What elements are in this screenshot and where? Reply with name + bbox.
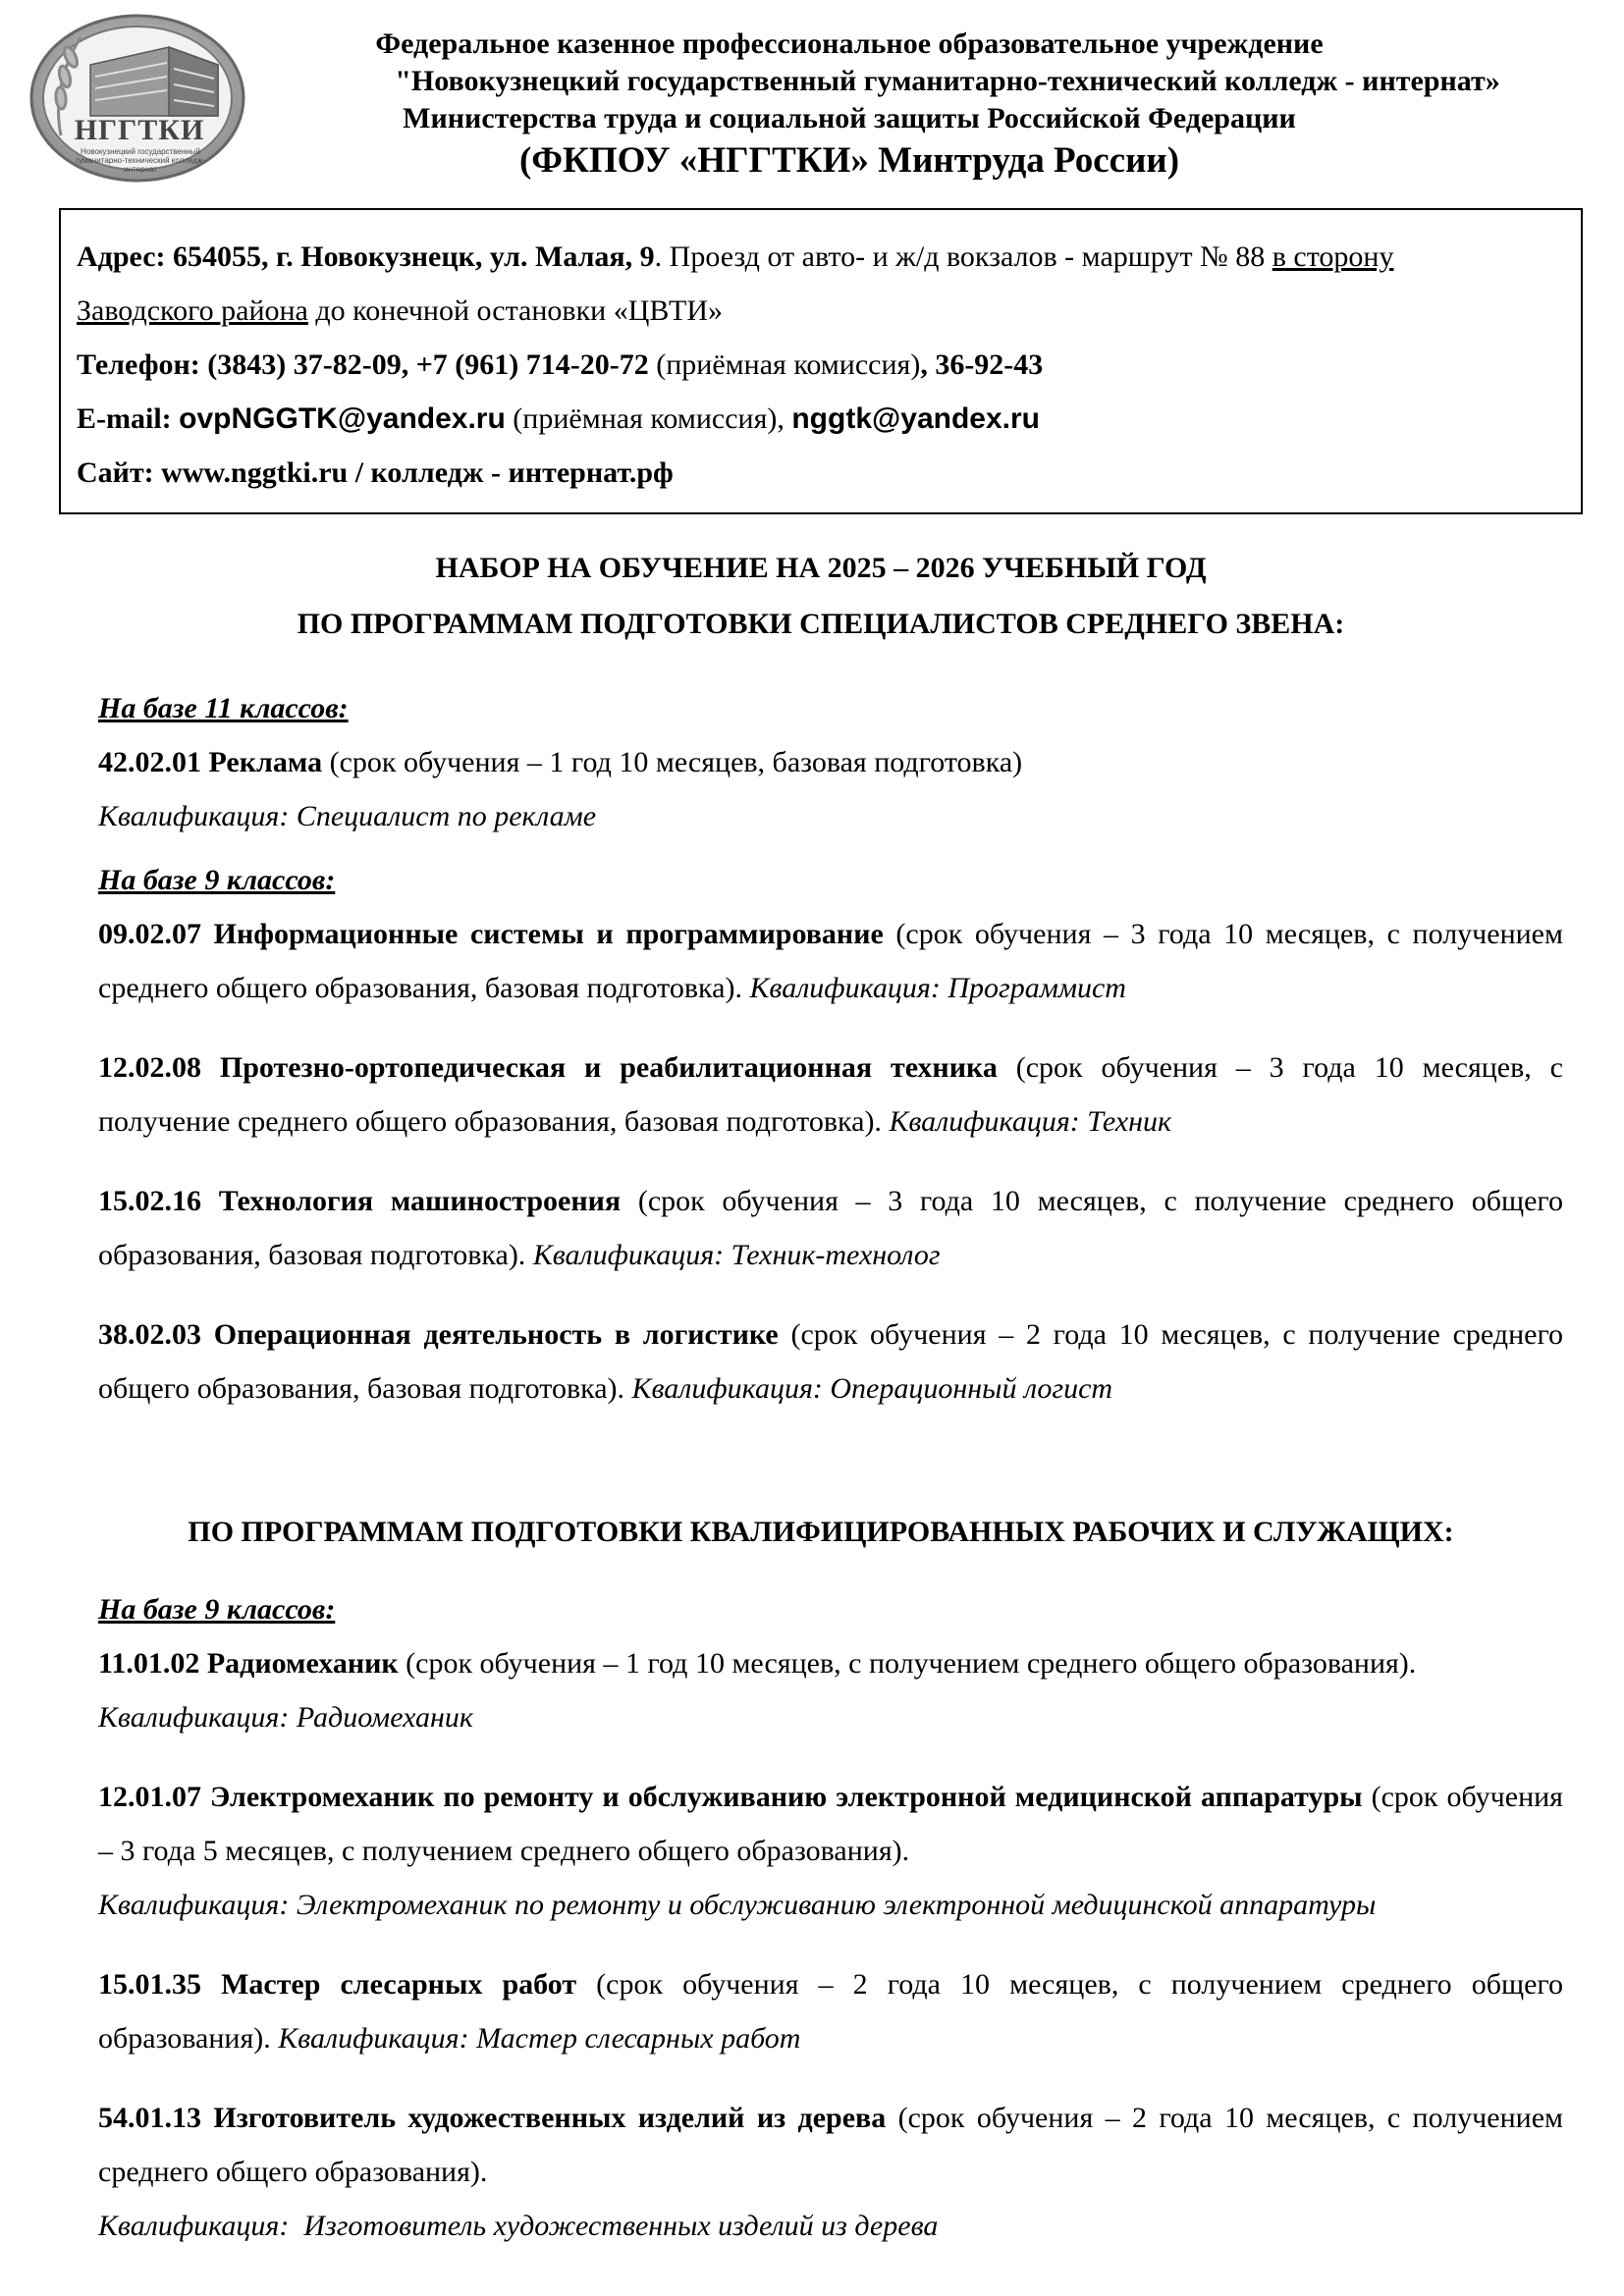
program-42-02-01 <box>98 735 1563 789</box>
phone-extra: , 36-92-43 <box>920 348 1044 381</box>
email-label: E-mail: <box>77 402 180 435</box>
base-9-heading: На базе 9 классов: <box>98 864 336 896</box>
route-link-district[interactable]: Заводского района <box>77 294 308 327</box>
route-line <box>77 284 1565 338</box>
base-9-heading: На базе 9 классов: <box>98 1593 336 1626</box>
program-12-01-07 <box>98 1770 1563 1878</box>
program-name: 09.02.07 Информационные системы и программирование <box>98 918 884 950</box>
route-end: до конечной остановки «ЦВТИ» <box>307 294 723 327</box>
program-details: (срок обучения – 3 года 10 месяцев, с получение среднего общего образования, базовая подготовка). <box>98 1185 1563 1271</box>
program-54-01-13 <box>98 2091 1563 2199</box>
qualification: Квалификация: Техник <box>889 1105 1172 1138</box>
program-15-02-16 <box>98 1174 1563 1282</box>
college-logo <box>22 8 257 185</box>
route-text: . Проезд от авто- и ж/д вокзалов - маршрут № 88 <box>654 240 1272 273</box>
program-details: (срок обучения – 3 года 10 месяцев, с получением среднего общего образования, базовая подготовка). <box>98 918 1563 1004</box>
program-name: 54.01.13 Изготовитель художественных изделий из дерева <box>98 2102 887 2134</box>
site-link[interactable]: Сайт: www.nggtki.ru / колледж - интернат.рф <box>77 456 674 489</box>
program-details: (срок обучения – 3 года 10 месяцев, с получение среднего общего образования, базовая подготовка). <box>98 1051 1563 1138</box>
phone-label: Телефон: (3843) 37-82-09, +7 (961) 714-20-72 <box>77 348 649 381</box>
email-admission-link[interactable]: ovpNGGTK@yandex.ru <box>179 402 506 435</box>
program-details: (срок обучения – 1 год 10 месяцев, базовая подготовка) <box>322 746 1023 778</box>
site-line <box>77 446 1565 500</box>
header-line-2: "Новокузнецкий государственный гуманитарно-технический колледж - интернат» <box>395 65 1500 97</box>
phone-note: (приёмная комиссия) <box>648 348 921 381</box>
qualification: Квалификация: Электромеханик по ремонту и обслуживанию электронной медицинской аппаратуры <box>98 1889 1377 1921</box>
email-line <box>77 392 1565 446</box>
enrollment-title: НАБОР НА ОБУЧЕНИЕ НА 2025 – 2026 УЧЕБНЫЙ ГОД <box>435 552 1207 584</box>
kr-section-title: ПО ПРОГРАММАМ ПОДГОТОВКИ КВАЛИФИЦИРОВАННЫХ РАБОЧИХ И СЛУЖАЩИХ: <box>188 1516 1454 1548</box>
address-label: Адрес: 654055, г. Новокузнецк, ул. Малая, 9 <box>77 240 655 273</box>
contacts-box <box>59 208 1583 514</box>
program-details: (срок обучения – 2 года 10 месяцев, с получением среднего общего образования). <box>98 1968 1563 2055</box>
qualification: Квалификация: Изготовитель художественных изделий из дерева <box>98 2210 939 2242</box>
qualification: Квалификация: Специалист по рекламе <box>98 800 597 832</box>
program-38-02-03 <box>98 1308 1563 1415</box>
qualification: Квалификация: Программист <box>749 972 1126 1004</box>
program-name: 42.02.01 Реклама <box>98 746 323 778</box>
kr-section <box>98 1582 1563 2253</box>
program-name: 11.01.02 Радиомеханик <box>98 1647 399 1680</box>
program-details: (срок обучения – 1 год 10 месяцев, с получением среднего общего образования). <box>398 1647 1417 1680</box>
program-name: 12.01.07 Электромеханик по ремонту и обслуживанию электронной медицинской аппаратуры <box>98 1781 1363 1813</box>
program-name: 38.02.03 Операционная деятельность в логистике <box>98 1318 779 1351</box>
program-details: (срок обучения – 2 года 10 месяцев, с получением среднего общего образования). <box>98 2102 1563 2188</box>
base-11-heading: На базе 11 классов: <box>98 692 349 724</box>
program-details: (срок обучения – 3 года 5 месяцев, с получением среднего общего образования). <box>98 1781 1563 1867</box>
qualification: Квалификация: Радиомеханик <box>98 1701 473 1734</box>
header-line-1: Федеральное казенное профессиональное образовательное учреждение <box>375 27 1324 60</box>
program-name: 15.01.35 Мастер слесарных работ <box>98 1968 577 2001</box>
program-15-01-35 <box>98 1957 1563 2065</box>
route-link[interactable]: в сторону <box>1272 240 1394 273</box>
program-name: 15.02.16 Технология машиностроения <box>98 1185 622 1217</box>
program-12-02-08 <box>98 1041 1563 1148</box>
address-line <box>77 230 1565 284</box>
qualification: Квалификация: Мастер слесарных работ <box>278 2022 801 2055</box>
ssz-section <box>98 681 1563 1415</box>
program-11-01-02 <box>98 1636 1563 1690</box>
qualification: Квалификация: Техник-технолог <box>532 1239 941 1271</box>
qualification: Квалификация: Операционный логист <box>631 1372 1113 1405</box>
program-name: 12.02.08 Протезно-ортопедическая и реабилитационная техника <box>98 1051 998 1084</box>
header-line-4: (ФКПОУ «НГГТКИ» Минтруда России) <box>518 140 1180 181</box>
program-details: (срок обучения – 2 года 10 месяцев, с получение среднего общего образования, базовая подготовка). <box>98 1318 1564 1405</box>
logo-caption: Новокузнецкий государственный гуманитарно-технический колледж-интернат <box>76 147 205 174</box>
logo-abbreviation: НГГТКИ <box>74 114 205 146</box>
header-line-3: Министерства труда и социальной защиты Российской Федерации <box>403 102 1296 134</box>
phone-line <box>77 338 1565 392</box>
program-09-02-07 <box>98 907 1563 1015</box>
email-note: (приёмная комиссия), <box>505 402 792 435</box>
ssz-section-title: ПО ПРОГРАММАМ ПОДГОТОВКИ СПЕЦИАЛИСТОВ СРЕДНЕГО ЗВЕНА: <box>297 608 1345 640</box>
email-general-link[interactable]: nggtk@yandex.ru <box>791 402 1040 435</box>
